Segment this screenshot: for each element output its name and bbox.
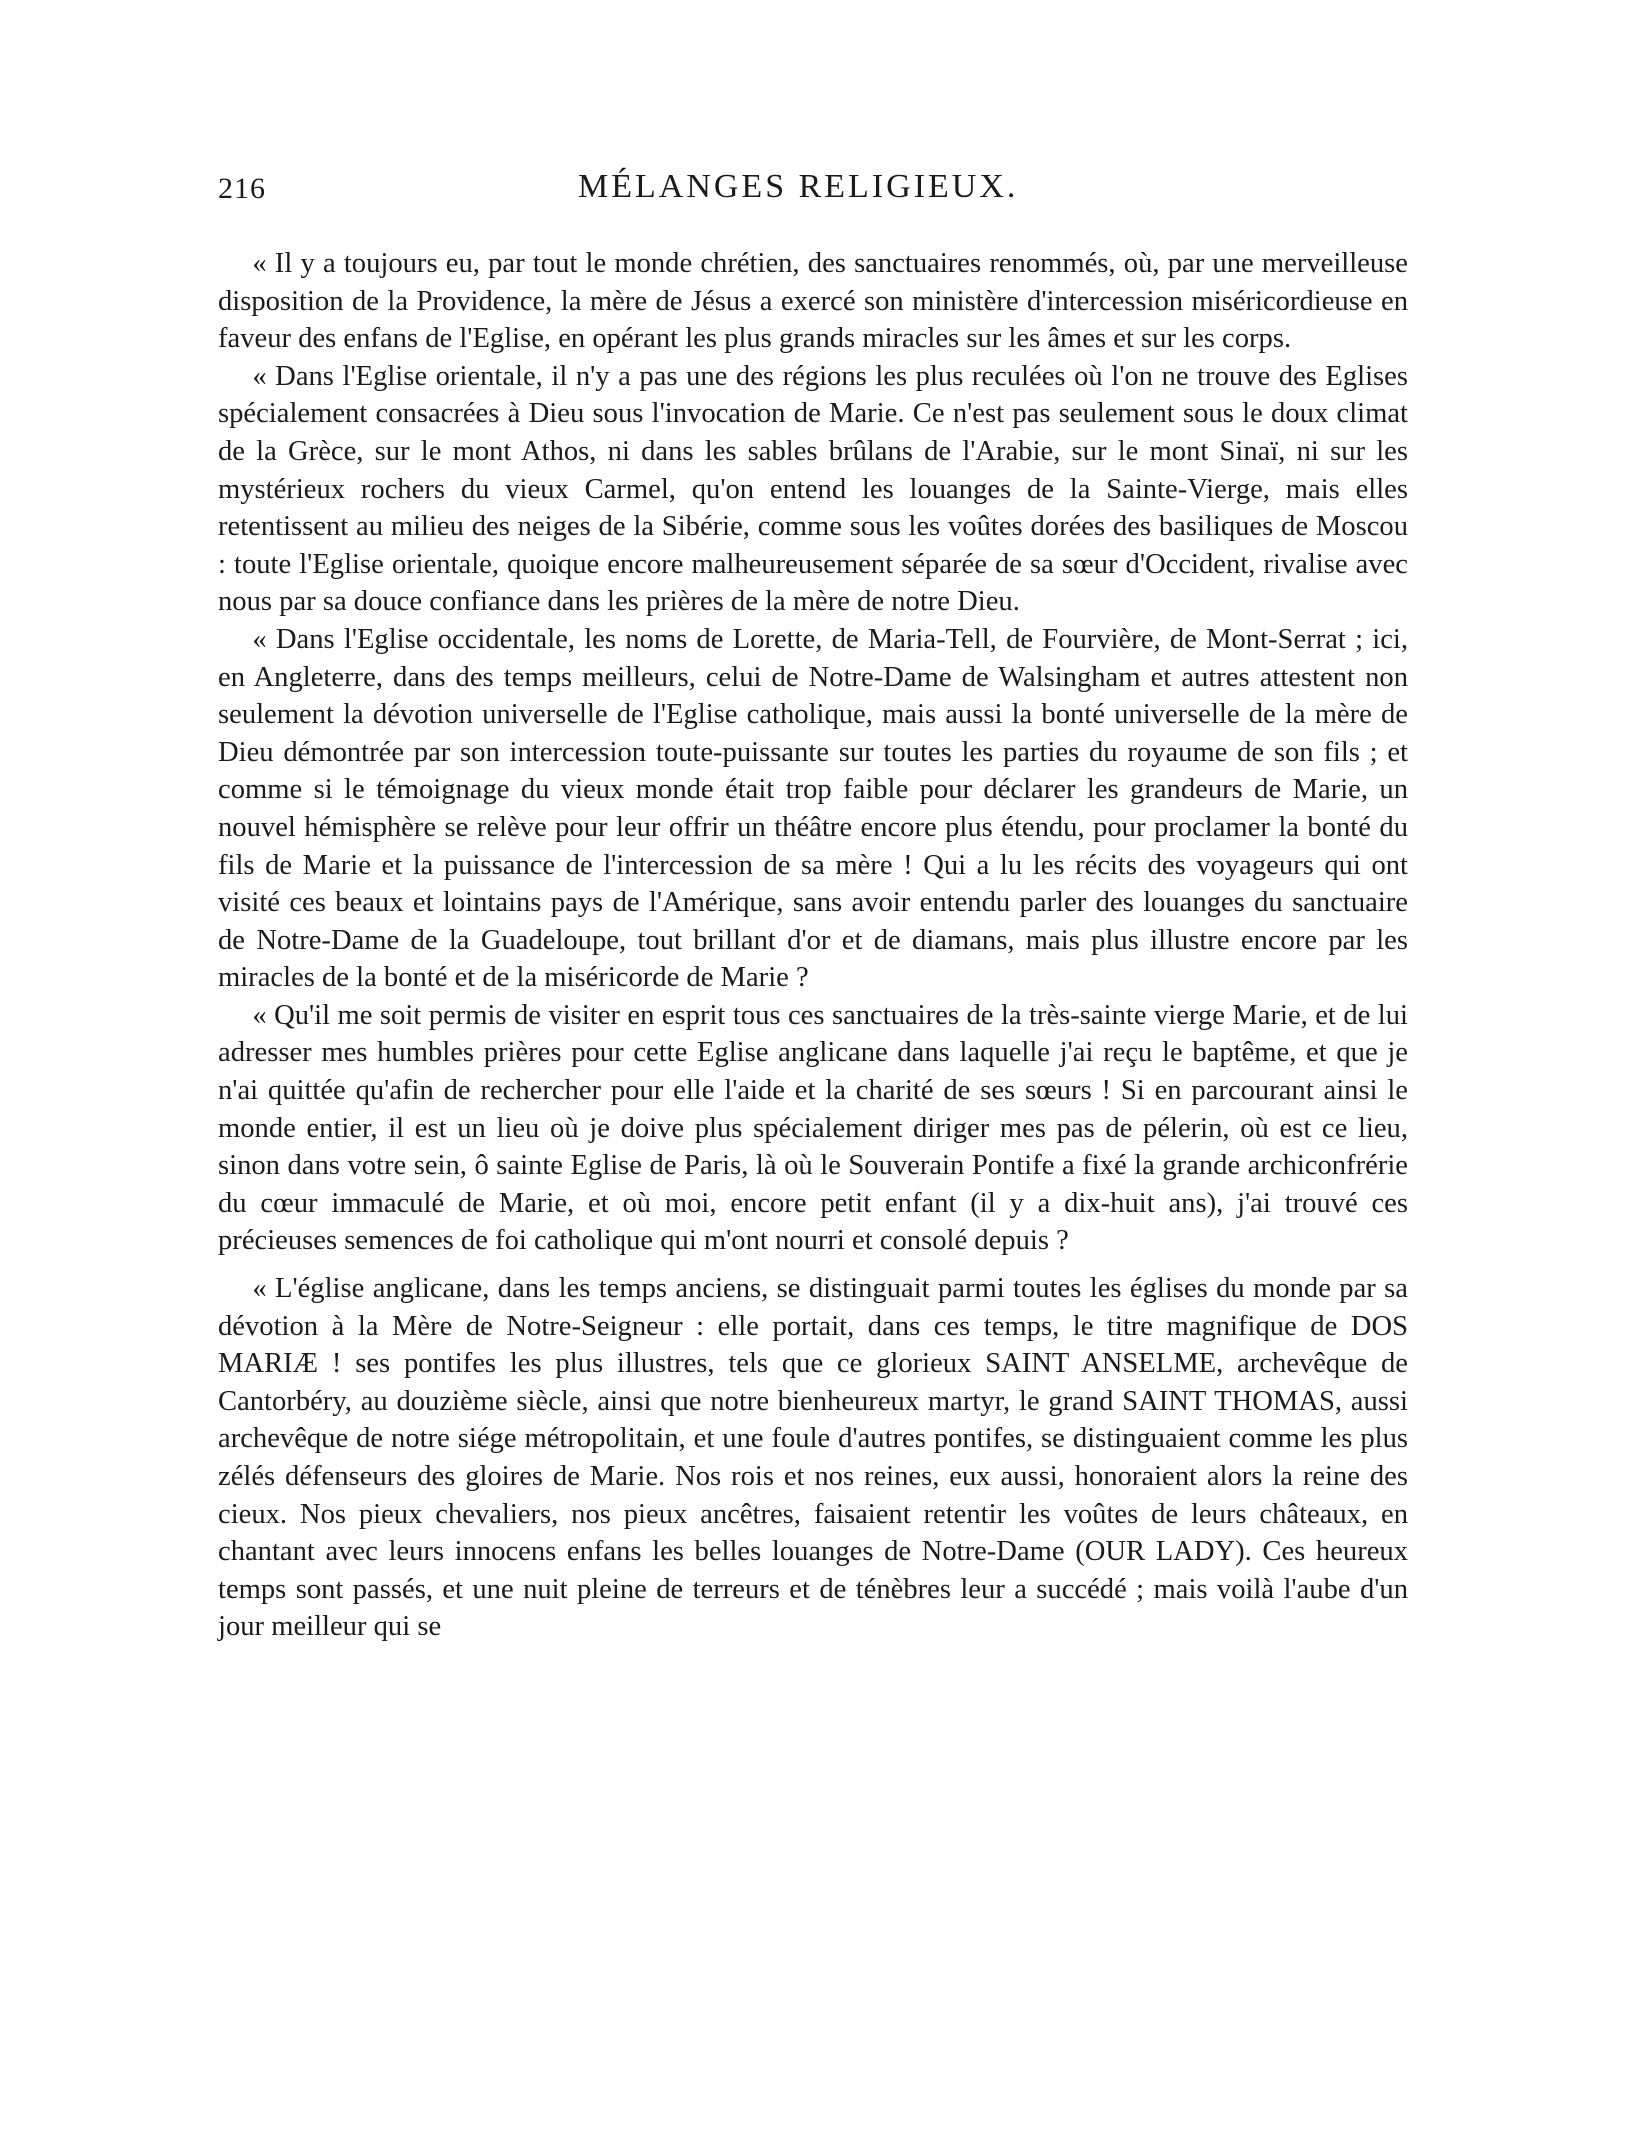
paragraph-pilgrimage: « Qu'il me soit permis de visiter en esprit tous ces sanctuaires de la très-sainte vierge Marie, et de lui adresser mes humbles prières pour cette Eglise anglicane dans laquelle j'ai reçu le baptême, et que je n'ai quittée qu'afin de rechercher pour elle l'aide et la charité de ses sœurs ! Si en parcourant ainsi le monde entier, il est un lieu où je doive plus spécialement diriger mes pas de pélerin, où est ce lieu, sinon dans votre sein, ô sainte Eglise de Paris, là où le Souverain Pontife a fixé la grande archiconfrérie du cœur immaculé de Marie, et où moi, encore petit enfant (il y a dix-huit ans), j'ai trouvé ces précieuses semences de foi catholique qui m'ont nourri et consolé depuis ? bbox=[218, 999, 1408, 1257]
paragraph-anglican-church: « L'église anglicane, dans les temps anciens, se distinguait parmi toutes les églises du monde par sa dévotion à la Mère de Notre-Seigneur : elle portait, dans ces temps, le titre magnifique de DOS MARIÆ ! ses pontifes les plus illustres, tels que ce glorieux SAINT ANSELME, archevêque de Cantorbéry, au douzième siècle, ainsi que notre bienheureux martyr, le grand SAINT THOMAS, aussi archevêque de notre siége métropolitain, et une foule d'autres pontifes, se distinguaient comme les plus zélés défenseurs des gloires de Marie. Nos rois et nos reines, eux aussi, honoraient alors la reine des cieux. Nos pieux chevaliers, nos pieux ancêtres, faisaient retentir les voûtes de leurs châteaux, en chantant avec leurs innocens enfans les belles louanges de Notre-Dame (OUR LADY). Ces heureux temps sont passés, et une nuit pleine de terreurs et de ténèbres leur a succédé ; mais voilà l'aube d'un jour meilleur qui se bbox=[218, 1273, 1408, 1643]
body-text bbox=[218, 245, 1408, 1646]
paragraph-eastern-church: « Dans l'Eglise orientale, il n'y a pas une des régions les plus reculées où l'on ne trouve des Eglises spécialement consacrées à Dieu sous l'invocation de Marie. Ce n'est pas seulement sous le doux climat de la Grèce, sur le mont Athos, ni dans les sables brûlans de l'Arabie, sur le mont Sinaï, ni sur les mystérieux rochers du vieux Carmel, qu'on entend les louanges de la Sainte-Vierge, mais elles retentissent au milieu des neiges de la Sibérie, comme sous les voûtes dorées des basiliques de Moscou : toute l'Eglise orientale, quoique encore malheureusement séparée de sa sœur d'Occident, rivalise avec nous par sa douce confiance dans les prières de la mère de notre Dieu. bbox=[218, 360, 1408, 618]
page-number: 216 bbox=[218, 172, 266, 205]
running-head bbox=[218, 168, 1408, 216]
paragraph-sanctuaries: « Il y a toujours eu, par tout le monde chrétien, des sanctuaires renommés, où, par une merveilleuse disposition de la Providence, la mère de Jésus a exercé son ministère d'intercession miséricordieuse en faveur des enfans de l'Eglise, en opérant les plus grands miracles sur les âmes et sur les corps. bbox=[218, 248, 1408, 355]
paragraph-western-church: « Dans l'Eglise occidentale, les noms de Lorette, de Maria-Tell, de Fourvière, de Mont-Serrat ; ici, en Angleterre, dans des temps meilleurs, celui de Notre-Dame de Walsingham et autres attestent non seulement la dévotion universelle de l'Eglise catholique, mais aussi la bonté universelle de la mère de Dieu démontrée par son intercession toute-puissante sur toutes les parties du royaume de son fils ; et comme si le témoignage du vieux monde était trop faible pour déclarer les grandeurs de Marie, un nouvel hémisphère se relève pour leur offrir un théâtre encore plus étendu, pour proclamer la bonté du fils de Marie et la puissance de l'intercession de sa mère ! Qui a lu les récits des voyageurs qui ont visité ces beaux et lointains pays de l'Amérique, sans avoir entendu parler des louanges du sanctuaire de Notre-Dame de la Guadeloupe, tout brillant d'or et de diamans, mais plus illustre encore par les miracles de la bonté et de la miséricorde de Marie ? bbox=[218, 623, 1408, 994]
running-title: MÉLANGES RELIGIEUX. bbox=[578, 168, 1019, 205]
